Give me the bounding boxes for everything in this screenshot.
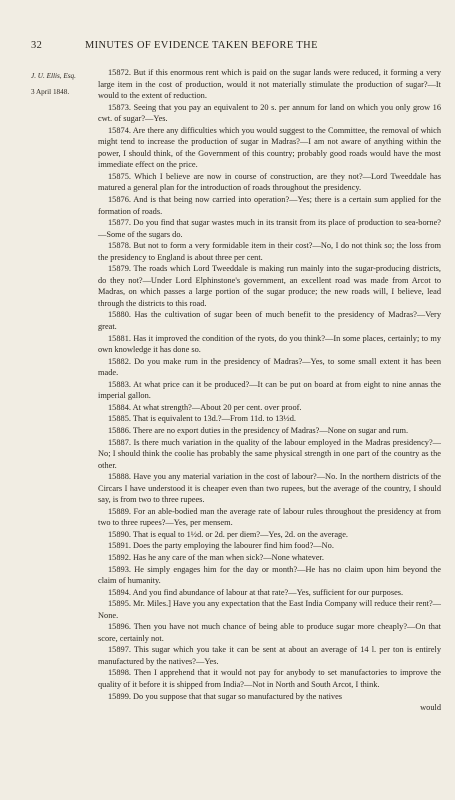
question-paragraph: 15892. Has he any care of the man when sick?—None whatever. <box>108 552 324 562</box>
question-paragraph: 15899. Do you suppose that that sugar so manufactured by the natives <box>108 691 343 701</box>
evidence-body <box>98 67 441 714</box>
question-paragraph: 15897. This sugar which you take it can be sent at about an average of 14 l. per ton is entirely manufactured by the natives?—Yes. <box>98 645 441 666</box>
question-paragraph: 15887. Is there much variation in the quality of the labour employed in the Madras presidency?—No; I should think the coolie has probably the same physical strength in one part of the country as the other. <box>98 437 441 470</box>
question-paragraph: 15880. Has the cultivation of sugar been of much benefit to the presidency of Madras?—Very great. <box>98 310 441 332</box>
question-paragraph: 15898. Then I apprehend that it would not pay for anybody to set manufactories to improve the quality of it before it is shipped from India?—Not in North and South Arcot, I think. <box>98 668 441 689</box>
question-paragraph: 15894. And you find abundance of labour at that rate?—Yes, sufficient for our purposes. <box>108 587 404 597</box>
question-paragraph: 15879. The roads which Lord Tweeddale is making run mainly into the sugar-producing districts, do they not?—Under Lord Elphinstone's government, an excellent road was made from Arcot to Madras, on which passes a large portion of the sugar produce; the new roads will, I believe, lead through the districts to this road. <box>98 264 441 308</box>
question-paragraph: 15876. And is that being now carried into operation?—Yes; there is a certain sum applied for the formation of roads. <box>98 195 441 216</box>
question-paragraph: 15877. Do you find that sugar wastes much in its transit from its place of production to sea-borne?—Some of the sugars do. <box>98 218 441 239</box>
question-paragraph: 15896. Then you have not much chance of being able to produce sugar more cheaply?—On that score, certainly not. <box>98 622 441 643</box>
question-paragraph: 15874. Are there any difficulties which you would suggest to the Committee, the removal of which might tend to increase the production of sugar in Madras?—I am not aware of anything within the power, I should think, of the Government of this country; probably good roads would have the most immediate effect on the price. <box>98 125 441 170</box>
margin-notes <box>31 68 93 100</box>
question-paragraph: 15891. Does the party employing the labourer find him food?—No. <box>108 541 334 551</box>
question-paragraph: 15875. Which I believe are now in course of construction, are they not?—Lord Tweeddale has matured a general plan for the introduction of roads throughout the presidency. <box>98 171 441 193</box>
question-paragraph: 15872. But if this enormous rent which is paid on the sugar lands were reduced, it forming a very large item in the cost of production, would it not materially stimulate the production of sugar?—It would to the extent of reduction. <box>98 68 441 101</box>
question-paragraph: 15884. At what strength?—About 20 per cent. over proof. <box>108 402 302 412</box>
hearing-date: 3 April 1848. <box>31 88 70 96</box>
question-paragraph: 15882. Do you make rum in the presidency of Madras?—Yes, to some small extent it has been made. <box>98 356 441 378</box>
question-paragraph: 15895. Mr. Miles.] Have you any expectation that the East India Company will reduce their rent?—None. <box>98 599 441 620</box>
page-number: 32 <box>31 40 43 51</box>
running-title: MINUTES OF EVIDENCE TAKEN BEFORE THE <box>85 40 318 51</box>
question-paragraph: 15889. For an able-bodied man the average rate of labour rules throughout the presidency at from two to three rupees?—Yes, per mensem. <box>98 506 441 528</box>
question-paragraph: 15881. Has it improved the condition of the ryots, do you think?—In some places, certainly; to my own knowledge it has done so. <box>98 333 441 355</box>
question-paragraph: 15878. But not to form a very formidable item in their cost?—No, I do not think so; the loss from the presidency to England is about three per cent. <box>98 241 441 262</box>
catchword: would <box>420 703 441 713</box>
question-paragraph: 15873. Seeing that you pay an equivalent to 20 s. per annum for land on which you only grow 16 cwt. of sugar?—Yes. <box>98 102 441 124</box>
question-paragraph: 15885. That is equivalent to 13d.?—From 11d. to 13½d. <box>108 414 296 424</box>
question-paragraph: 15888. Have you any material variation in the cost of labour?—No. In the northern districts of the Circars I have understood it is cheaper even than two rupees, but the average of the country, I should say, is from two to three rupees. <box>98 472 441 505</box>
question-paragraph: 15893. He simply engages him for the day or month?—He has no claim upon him beyond the claim of humanity. <box>98 564 441 586</box>
question-paragraph: 15890. That is equal to 1½d. or 2d. per diem?—Yes, 2d. on the average. <box>108 529 348 539</box>
witness-name: J. U. Ellis, Esq. <box>31 72 76 80</box>
page-header <box>31 40 431 54</box>
question-paragraph: 15883. At what price can it be produced?—It can be put on board at from eight to nine annas the imperial gallon. <box>98 379 441 401</box>
question-paragraph: 15886. There are no export duties in the presidency of Madras?—None on sugar and rum. <box>108 425 409 435</box>
